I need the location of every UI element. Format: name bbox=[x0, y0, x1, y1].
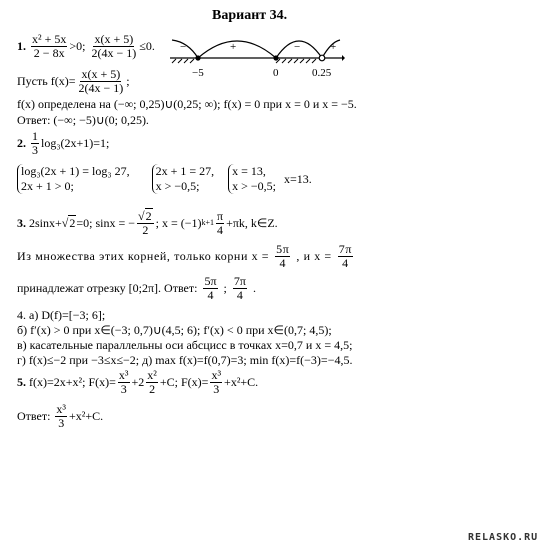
fraction: $\frac{\text{x²}}{2}$ bbox=[147, 368, 157, 396]
fraction: $\frac{\text{x³}}{3}$ bbox=[56, 402, 67, 430]
problem-3-number: 3. bbox=[17, 215, 26, 230]
sign-label: + bbox=[330, 41, 337, 53]
problem-1-answer: Ответ: (−∞; −5)∪(0; 0,25). bbox=[17, 113, 149, 127]
problem-4-line-a: 4. а) D(f)=[−3; 6]; bbox=[17, 308, 106, 322]
problem-2-systems: log₃(2x + 1) = log₃ 27, 2x + 1 > 0; 2x + 1 = 27, x > −0,5; x = 13, x > −0,5; x=13. bbox=[17, 164, 312, 194]
open-point bbox=[319, 55, 325, 61]
fraction: $\frac{\text{x³}}{3}$ bbox=[211, 368, 222, 396]
sign-label: − bbox=[180, 41, 187, 53]
fraction: $\frac{1}{3}$ bbox=[32, 129, 38, 157]
problem-3-answer: принадлежат отрезку [0;2π]. Ответ: $\frac{5\pi}{4}$ ; $\frac{7\pi}{4}$ . bbox=[17, 274, 256, 302]
hatching bbox=[172, 59, 316, 63]
fraction: $\frac{x(x + 5)}{2(4x - 1)}$ bbox=[78, 67, 124, 95]
fraction: $\frac{5\pi}{4}$ bbox=[204, 274, 217, 302]
sign-label: − bbox=[294, 41, 301, 53]
system-brace: log₃(2x + 1) = log₃ 27, 2x + 1 > 0; bbox=[17, 164, 130, 194]
problem-1-let-f: Пусть f(x)= $\frac{x(x + 5)}{2(4x - 1)}$ ; bbox=[17, 67, 130, 95]
sign-arc bbox=[198, 41, 276, 58]
sign-label: + bbox=[230, 41, 237, 53]
fraction: $\frac{x(x + 5)}{2(4x - 1)}$ bbox=[91, 32, 137, 60]
problem-4-line-d: г) f(x)≤−2 при −3≤x≤−2; д) max f(x)=f(0,7)=3; min f(x)=f(−3)=−4,5. bbox=[17, 353, 353, 367]
watermark: RELASKO.RU bbox=[468, 532, 539, 543]
page-title: Вариант 34. bbox=[212, 8, 288, 23]
fraction: $\frac{\text{x³}}{3}$ bbox=[118, 368, 129, 396]
problem-4-line-b: б) f′(x) > 0 при x∈(−3; 0,7)∪(4,5; 6); f′(x) < 0 при x∈(0,7; 4,5); bbox=[17, 323, 332, 337]
system-brace: 2x + 1 = 27, x > −0,5; bbox=[152, 164, 215, 194]
fraction: $\frac{\pi}{4}$ bbox=[217, 209, 224, 237]
fraction: $\frac{7\pi}{4}$ bbox=[233, 274, 246, 302]
fraction: $\frac{7\pi}{4}$ bbox=[338, 242, 353, 270]
problem-2-equation: 2. $\frac{1}{3}$ log₃(2x+1)=1; bbox=[17, 129, 110, 157]
tick-label: −5 bbox=[192, 67, 204, 79]
problem-1-number: 1. bbox=[17, 38, 26, 53]
problem-1-inequality: 1. $\frac{\text{x² + 5x}}{2 - 8x}$ >0; $\frac{x(x + 5)}{2(4x - 1)}$ ≤0. bbox=[17, 32, 155, 60]
tick-label: 0 bbox=[273, 67, 279, 79]
problem-2-number: 2. bbox=[17, 135, 26, 150]
fraction: $\frac{5\pi}{4}$ bbox=[276, 242, 290, 270]
tick-label: 0.25 bbox=[312, 67, 332, 79]
problem-5-solution: 5. f(x)=2x+x²; F(x)= $\frac{\text{x³}}{3}$ +2 $\frac{\text{x²}}{2}$ +C; F(x)= $\frac{\text{x³}}{3}$ +x²+C. bbox=[17, 368, 259, 396]
problem-3-equation: 3. 2sinx+ √2 =0; sinx = − $\frac{√2}{2}$ ; x = (−1) k+1 $\frac{\pi}{4}$ +πk, k∈Z. bbox=[17, 209, 278, 237]
problem-1-domain: f(x) определена на (−∞; 0,25)∪(0,25; ∞); f(x) = 0 при x = 0 и x = −5. bbox=[17, 97, 357, 111]
problem-4-line-c: в) касательные параллельны оси абсцисс в точках x=0,7 и x = 4,5; bbox=[17, 338, 353, 352]
fraction: $\frac{√2}{2}$ bbox=[138, 209, 152, 237]
problem-5-number: 5. bbox=[17, 374, 26, 389]
sqrt: √2 bbox=[61, 215, 76, 230]
filled-point bbox=[195, 55, 200, 60]
filled-point bbox=[273, 55, 278, 60]
system-brace: x = 13, x > −0,5; bbox=[228, 164, 276, 194]
axis-arrow bbox=[342, 55, 345, 61]
sign-number-line bbox=[170, 30, 345, 82]
problem-5-answer: Ответ: $\frac{\text{x³}}{3}$ +x²+C. bbox=[17, 402, 104, 430]
problem-3-roots: Из множества этих корней, только корни x = $\frac{5\pi}{4}$ , и x = $\frac{7\pi}{4}$ bbox=[17, 242, 353, 270]
fraction: $\frac{\text{x² + 5x}}{2 - 8x}$ bbox=[32, 32, 67, 60]
